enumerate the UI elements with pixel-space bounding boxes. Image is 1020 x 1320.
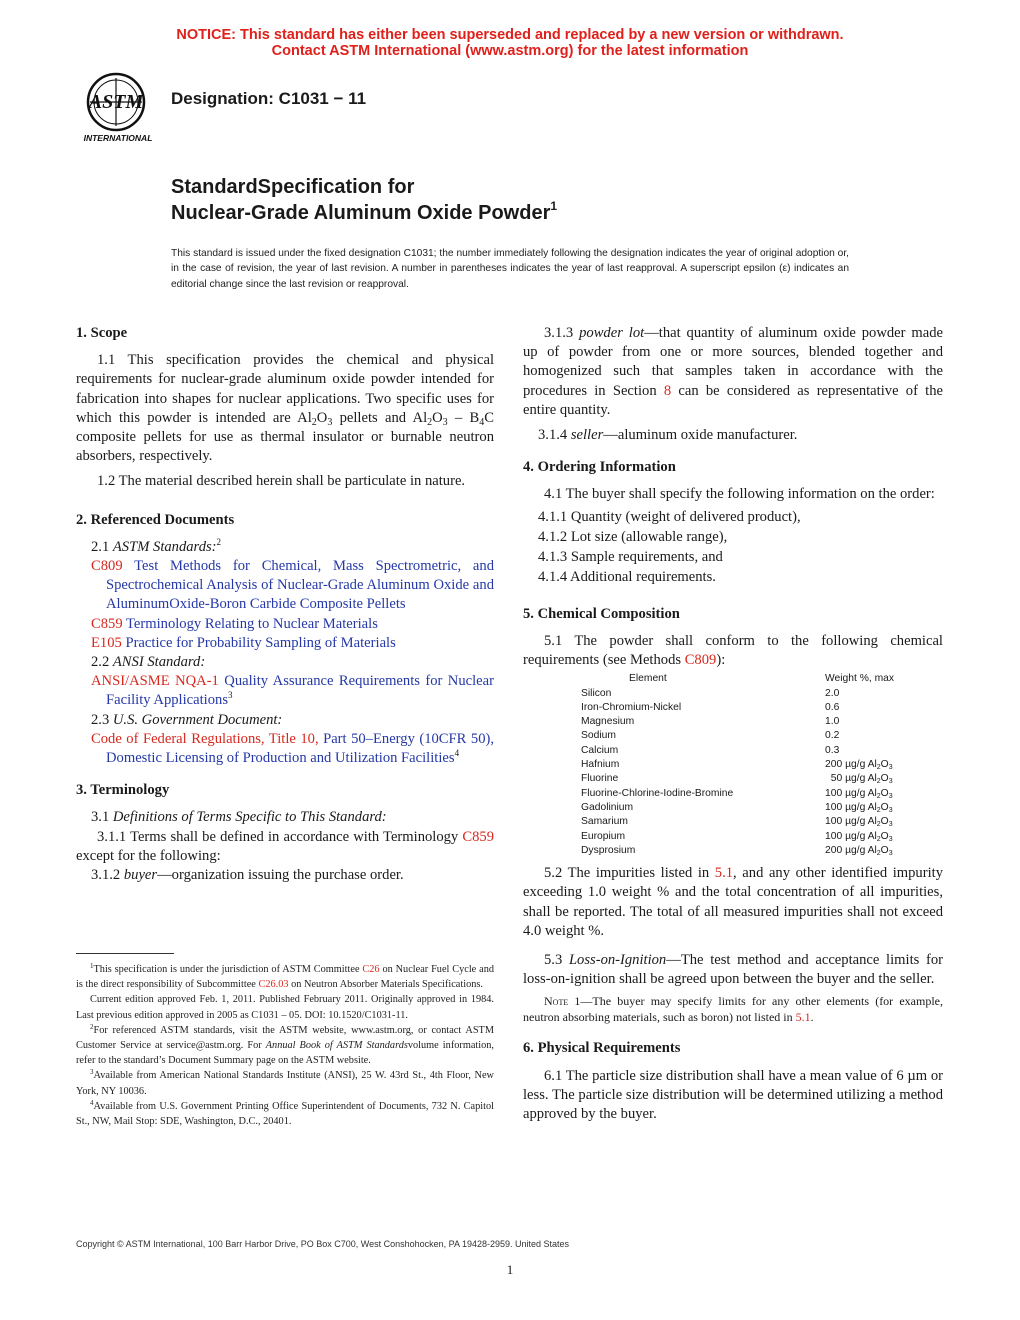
para-5-2: 5.2 The impurities listed in 5.1, and any other identified impurity exceeding 1.0 weight % and the total concentration of all impurities, shall be reported. The total of all measured impurities shall not exceed 4.0 weight %. bbox=[523, 865, 943, 939]
table-row bbox=[581, 772, 894, 786]
element-limit: 1.0 bbox=[825, 716, 840, 728]
right-column bbox=[523, 324, 943, 1130]
para-4-1: 4.1 The buyer shall specify the following information on the order: bbox=[544, 486, 935, 503]
para-3-1-4: 3.1.4 seller—aluminum oxide manufacturer. bbox=[538, 427, 798, 444]
section-6-heading: 6. Physical Requirements bbox=[523, 1040, 681, 1057]
ref-nqa-1[interactable]: ANSI/ASME NQA-1 Quality Assurance Requirements for Nuclear Facility Applications$^3$ bbox=[91, 673, 494, 709]
table-row bbox=[581, 687, 894, 701]
notice-banner bbox=[0, 27, 1020, 59]
element-limit: 2.0 bbox=[825, 687, 840, 699]
link-c809[interactable]: C809 bbox=[684, 652, 717, 669]
para-1-2: 1.2 The material described herein shall be particulate in nature. bbox=[97, 473, 466, 490]
notice-line-2: Contact ASTM International (www.astm.org) for the latest information bbox=[271, 43, 749, 59]
element-limit: 0.3 bbox=[825, 744, 840, 756]
document-title bbox=[171, 174, 557, 226]
table-header-weight: Weight %, max bbox=[825, 673, 895, 685]
element-limit: 50 µg/g $Al_2O_3$ bbox=[825, 773, 893, 786]
designation: Designation: C1031 − 11 bbox=[171, 89, 367, 108]
table-row bbox=[581, 715, 894, 729]
footnote-1: $^1$This specification is under the jurisdiction of ASTM Committee C26 on Nuclear Fuel Cycle and is the direct responsibility of Subcommittee C26.03 on Neutron Absorber Materials Specifications. bbox=[76, 962, 494, 991]
title-footnote-ref[interactable]: 1 bbox=[550, 199, 558, 213]
link-c859[interactable]: C859 bbox=[462, 828, 494, 845]
ref-e105[interactable]: E105 Practice for Probability Sampling of Materials bbox=[91, 634, 396, 651]
element-name: Silicon bbox=[581, 687, 612, 699]
element-name: Sodium bbox=[581, 730, 616, 742]
order-item-4: 4.1.4 Additional requirements. bbox=[538, 568, 716, 585]
element-limit: 0.6 bbox=[825, 701, 840, 713]
footnote-1-edition: Current edition approved Feb. 1, 2011. Published February 2011. Originally approved in 1984. Last previous edition approved in 2005 as C1031 – 05. DOI: 10.1520/C1031-11. bbox=[76, 994, 494, 1021]
astm-logo bbox=[70, 72, 162, 144]
ref-10cfr50[interactable]: Code of Federal Regulations, Title 10, Part 50–Energy (10CFR 50), Domestic Licensing of Production and Utilization Facilities$^4$ bbox=[91, 730, 494, 767]
title-line-2: Nuclear-Grade Aluminum Oxide Powder$^1$ bbox=[171, 199, 558, 224]
ref-c809[interactable]: C809 Test Methods for Chemical, Mass Spectrometric, and Spectrochemical Analysis of Nuclear-Grade Aluminum Oxide and AluminumOxide-Boron Carbide Composite Pellets bbox=[91, 558, 494, 613]
element-limit: 0.2 bbox=[825, 730, 840, 742]
table-row bbox=[581, 801, 894, 815]
para-3-1-1: 3.1.1 Terms shall be defined in accordance with Terminology C859 except for the following: bbox=[76, 828, 494, 864]
link-c26-03[interactable]: C26.03 bbox=[258, 979, 289, 991]
para-1-1: 1.1 This specification provides the chemical and physical requirements for nuclear-grade aluminum oxide powder intended for fabrication into shapes for nuclear applications. Two specific uses for which this powder is intended are $Al_2O_3$ pellets and $Al_2O_3 - B_4C$ composite pellets for use as thermal insulator or burnable neutron absorbers, respectively. bbox=[76, 352, 494, 465]
link-c26[interactable]: C26 bbox=[362, 964, 380, 975]
element-name: Fluorine bbox=[581, 773, 619, 785]
table-row bbox=[581, 758, 894, 772]
table-row bbox=[581, 815, 894, 829]
element-name: Calcium bbox=[581, 744, 619, 756]
order-item-2: 4.1.2 Lot size (allowable range), bbox=[538, 528, 728, 545]
table-row bbox=[581, 744, 894, 758]
table-header-element: Element bbox=[629, 673, 667, 685]
chemical-requirements-table bbox=[581, 672, 894, 858]
table-row bbox=[581, 844, 894, 858]
logo-letters: ASTM bbox=[88, 91, 144, 113]
section-4-heading: 4. Ordering Information bbox=[523, 459, 676, 476]
footnote-3: $^3$Available from American National Standards Institute (ANSI), 25 W. 43rd St., 4th Floor, New York, NY 10036. bbox=[76, 1068, 494, 1097]
issuance-note: This standard is issued under the fixed designation C1031; the number immediately following the designation indicates the year of original adoption or, in the case of revision, the year of last revision. A number in parentheses indicates the year of last reapproval. A superscript epsilon (ε) indicates an editorial change since the last revision or reapproval. bbox=[171, 248, 849, 290]
note-1: Note 1—The buyer may specify limits for any other elements (for example, neutron absorbing materials, such as boron) not listed in 5.1. bbox=[523, 994, 943, 1025]
section-5-heading: 5. Chemical Composition bbox=[523, 605, 680, 622]
element-limit: 200 µg/g $Al_2O_3$ bbox=[825, 759, 893, 772]
element-name: Gadolinium bbox=[581, 801, 634, 813]
title-line-1: StandardSpecification for bbox=[171, 176, 415, 198]
para-3-1-3: 3.1.3 powder lot—that quantity of aluminum oxide powder made up of powder from one or more sources, blended together and homogenized such that samples taken in accordance with the procedures in Section 8 can be considered as representative of the entire quantity. bbox=[523, 325, 944, 418]
copyright-line: Copyright © ASTM International, 100 Barr Harbor Drive, PO Box C700, West Conshohocken, PA 19428-2959. United States bbox=[76, 1239, 570, 1249]
element-name: Dysprosium bbox=[581, 844, 636, 856]
left-column bbox=[76, 324, 494, 885]
order-item-3: 4.1.3 Sample requirements, and bbox=[538, 548, 723, 565]
page-number: 1 bbox=[506, 1262, 514, 1277]
footnote-4: $^4$Available from U.S. Government Printing Office Superintendent of Documents, 732 N. Capitol St., NW, Mail Stop: SDE, Washington, D.C., 20401. bbox=[76, 1098, 494, 1128]
logo-international: INTERNATIONAL bbox=[83, 133, 153, 143]
para-2-1: 2.1 ASTM Standards:$^2$ bbox=[91, 536, 222, 555]
section-2-heading: 2. Referenced Documents bbox=[76, 511, 235, 528]
footnotes bbox=[76, 962, 494, 1129]
section-1-heading: 1. Scope bbox=[76, 325, 128, 341]
element-name: Samarium bbox=[581, 816, 628, 828]
element-limit: 100 µg/g $Al_2O_3$ bbox=[825, 787, 893, 800]
link-section-8[interactable]: 8 bbox=[663, 382, 672, 399]
order-item-1: 4.1.1 Quantity (weight of delivered product), bbox=[538, 508, 801, 525]
table-row bbox=[581, 701, 894, 715]
link-note-5-1[interactable]: 5.1 bbox=[795, 1010, 811, 1025]
para-2-3: 2.3 U.S. Government Document: bbox=[91, 711, 283, 728]
link-5-1[interactable]: 5.1 bbox=[714, 865, 734, 882]
element-name: Iron-Chromium-Nickel bbox=[581, 701, 682, 713]
para-6-1: 6.1 The particle size distribution shall have a mean value of 6 µm or less. The particle size distribution will be determined utilizing a method approved by the buyer. bbox=[523, 1067, 943, 1122]
notice-line-1: NOTICE: This standard has either been superseded and replaced by a new version or withdrawn. bbox=[176, 27, 844, 43]
section-3-heading: 3. Terminology bbox=[76, 782, 170, 799]
footnote-2: $^2$For referenced ASTM standards, visit the ASTM website, www.astm.org, or contact ASTM Customer Service at service@astm.org. For Annual Book of ASTM Standardsvolume information, refer to the standard’s Document Summary page on the ASTM website. bbox=[76, 1022, 494, 1067]
table-row bbox=[581, 729, 894, 743]
element-name: Magnesium bbox=[581, 716, 635, 728]
para-5-1: 5.1 The powder shall conform to the following chemical requirements (see Methods C809): bbox=[523, 632, 943, 669]
table-row bbox=[581, 787, 894, 801]
element-name: Europium bbox=[581, 830, 626, 842]
table-row bbox=[581, 830, 894, 844]
element-limit: 100 µg/g $Al_2O_3$ bbox=[825, 816, 893, 829]
element-limit: 200 µg/g $Al_2O_3$ bbox=[825, 844, 893, 857]
element-limit: 100 µg/g $Al_2O_3$ bbox=[825, 830, 893, 843]
para-2-2: 2.2 ANSI Standard: bbox=[91, 654, 206, 671]
footnote-rule bbox=[76, 953, 174, 954]
para-5-3: 5.3 Loss-on-Ignition—The test method and acceptance limits for loss-on-ignition shall be agreed upon between the buyer and the seller. bbox=[523, 951, 944, 988]
ref-c859[interactable]: C859 Terminology Relating to Nuclear Materials bbox=[91, 615, 378, 632]
element-name: Fluorine-Chlorine-Iodine-Bromine bbox=[581, 787, 734, 799]
para-3-1: 3.1 Definitions of Terms Specific to This Standard: bbox=[91, 809, 387, 826]
para-3-1-2: 3.1.2 buyer—organization issuing the purchase order. bbox=[91, 867, 404, 884]
element-limit: 100 µg/g $Al_2O_3$ bbox=[825, 801, 893, 814]
element-name: Hafnium bbox=[581, 759, 620, 771]
